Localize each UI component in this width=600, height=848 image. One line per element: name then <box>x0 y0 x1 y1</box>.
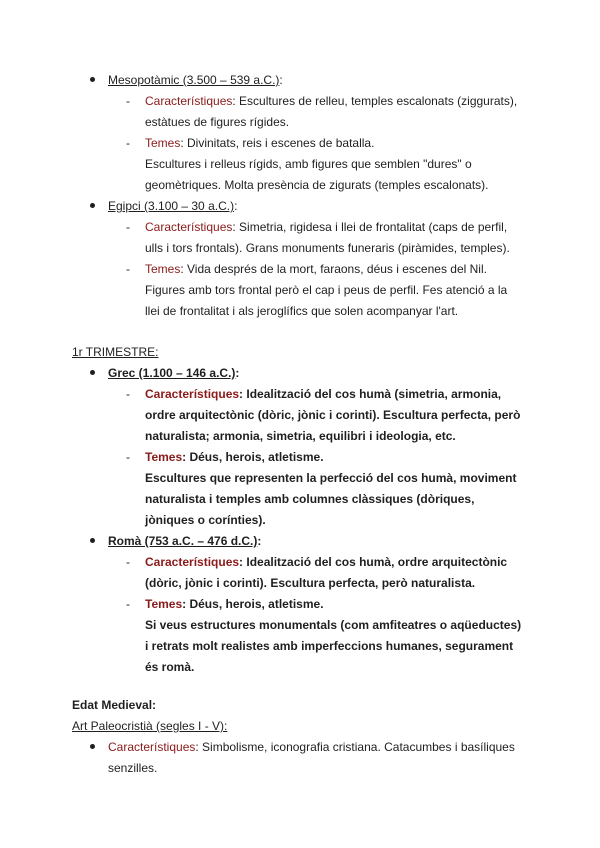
dash-icon: - <box>126 555 130 569</box>
meso-tem-line-2: Escultures i relleus rígids, amb figures que semblen "dures" o <box>145 157 472 171</box>
grec-tem-line: Temes: Déus, herois, atletisme. <box>145 450 324 464</box>
grec-heading-line: Grec (1.100 – 146 a.C.): <box>108 366 240 380</box>
meso-tem-line-3: geomètriques. Molta presència de zigurats (temples escalonats). <box>145 178 489 192</box>
meso-car-line: Característiques: Escultures de relleu, temples escalonats (ziggurats), <box>145 94 518 108</box>
bullet-icon <box>90 744 95 749</box>
egipci-tem-line-3: llei de frontalitat i als jeroglífics que solen acompanyar l'art. <box>145 304 459 318</box>
roma-car-line: Característiques: Idealització del cos humà, ordre arquitectònic <box>145 555 508 569</box>
paleo-car-line: Característiques: Simbolisme, iconografia cristiana. Catacumbes i basíliques <box>108 740 515 754</box>
grec-tem-line-4: jòniques o corínties). <box>145 513 266 527</box>
egipci-heading: Egipci (3.100 – 30 a.C.) <box>108 199 235 213</box>
dash-icon: - <box>126 94 130 108</box>
dash-icon: - <box>126 262 130 276</box>
egipci-tem-line-2: Figures amb tors frontal però el cap i peus de perfil. Fes atenció a la <box>145 283 508 297</box>
paleo-car-line-2: senzilles. <box>108 761 158 775</box>
bullet-icon <box>90 77 95 82</box>
car-label: Característiques <box>145 220 233 234</box>
roma-tem-line-4: és romà. <box>145 660 195 674</box>
car-label: Característiques <box>145 555 240 569</box>
egipci-tem-line: Temes: Vida després de la mort, faraons, déus i escenes del Nil. <box>145 262 487 276</box>
tem-label: Temes <box>145 136 181 150</box>
grec-tem-line-2: Escultures que representen la perfecció del cos humà, moviment <box>145 471 517 485</box>
paleo-heading: Art Paleocristià (segles I - V): <box>72 719 228 733</box>
tem-label: Temes <box>145 262 181 276</box>
dash-icon: - <box>126 387 130 401</box>
trimestre-heading: 1r TRIMESTRE: <box>72 345 159 359</box>
roma-tem-line: Temes: Déus, herois, atletisme. <box>145 597 324 611</box>
egipci-car-line-2: ulls i tors frontals). Grans monuments funeraris (piràmides, temples). <box>145 241 510 255</box>
car-label: Característiques <box>108 740 196 754</box>
bullet-icon <box>90 538 95 543</box>
grec-car-line-3: naturalista; armonia, simetria, equilibri i ideologia, etc. <box>145 429 456 443</box>
grec-car-line: Característiques: Idealització del cos humà (simetria, armonia, <box>145 387 502 401</box>
bullet-icon <box>90 370 95 375</box>
bullet-icon <box>90 203 95 208</box>
dash-icon: - <box>126 136 130 150</box>
dash-icon: - <box>126 220 130 234</box>
grec-heading: Grec (1.100 – 146 a.C.) <box>108 366 236 380</box>
roma-heading-line: Romà (753 a.C. – 476 d.C.): <box>108 534 262 548</box>
grec-car-line-2: ordre arquitectònic (dòric, jònic i corinti). Escultura perfecta, però <box>145 408 521 422</box>
meso-heading: Mesopotàmic (3.500 – 539 a.C.) <box>108 73 280 87</box>
tem-label: Temes <box>145 597 183 611</box>
car-label: Característiques <box>145 387 240 401</box>
dash-icon: - <box>126 597 130 611</box>
dash-icon: - <box>126 450 130 464</box>
roma-car-line-2: (dòric, jònic i corinti). Escultura perfecta, però naturalista. <box>145 576 476 590</box>
roma-tem-line-3: i retrats molt realistes amb imperfeccions humanes, segurament <box>145 639 514 653</box>
meso-tem-line: Temes: Divinitats, reis i escenes de batalla. <box>145 136 375 150</box>
roma-heading: Romà (753 a.C. – 476 d.C.) <box>108 534 258 548</box>
tem-label: Temes <box>145 450 183 464</box>
car-label: Característiques <box>145 94 233 108</box>
meso-car-line-2: estàtues de figures rígides. <box>145 115 290 129</box>
egipci-heading-line: Egipci (3.100 – 30 a.C.): <box>108 199 238 213</box>
roma-tem-line-2: Si veus estructures monumentals (com amfiteatres o aqüeductes) <box>145 618 522 632</box>
grec-tem-line-3: naturalista i temples amb columnes clàssiques (dòriques, <box>145 492 475 506</box>
medieval-title: Edat Medieval: <box>72 698 157 712</box>
meso-heading-line: Mesopotàmic (3.500 – 539 a.C.): <box>108 73 283 87</box>
egipci-car-line: Característiques: Simetria, rigidesa i llei de frontalitat (caps de perfil, <box>145 220 508 234</box>
